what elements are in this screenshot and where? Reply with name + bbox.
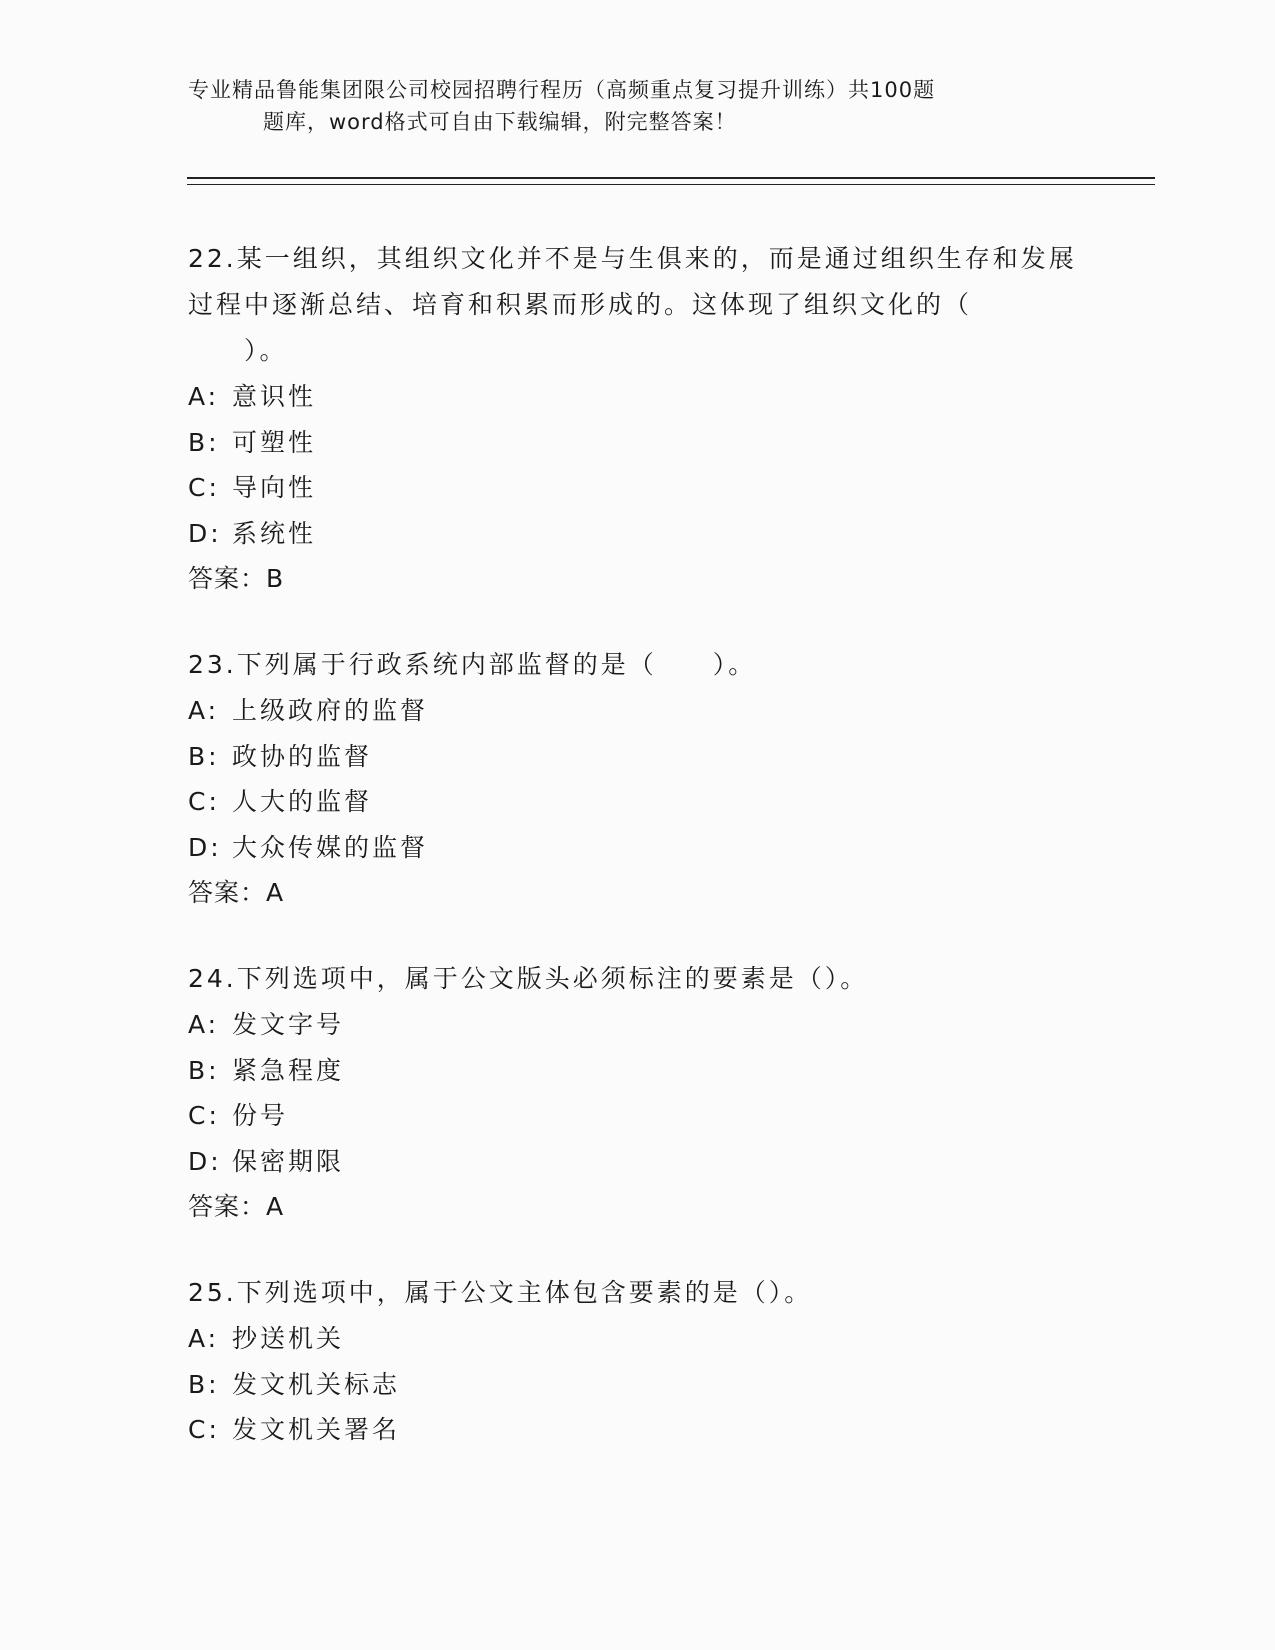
question-stem: 23.下列属于行政系统内部监督的是（ ）。	[188, 650, 757, 679]
question-25	[188, 1270, 1088, 1453]
answer-line: 答案：A	[188, 878, 285, 907]
answer-line: 答案：B	[188, 564, 285, 593]
option-d: D: 系统性	[188, 518, 317, 548]
option-b: B: 政协的监督	[188, 741, 373, 771]
option-a: A: 抄送机关	[188, 1324, 345, 1353]
option-b: B: 可塑性	[188, 427, 317, 457]
option-c: C: 份号	[188, 1101, 289, 1130]
question-list	[188, 236, 1088, 1493]
header-title-line1: 专业精品鲁能集团限公司校园招聘行程历（高频重点复习提升训练）共100题	[188, 78, 936, 102]
option-b: B: 发文机关标志	[188, 1369, 401, 1399]
option-c: C: 导向性	[188, 473, 317, 502]
document-header	[188, 74, 1048, 138]
option-a: A: 意识性	[188, 382, 317, 411]
option-a: A: 上级政府的监督	[188, 696, 429, 725]
answer-line: 答案：A	[188, 1192, 285, 1221]
question-23	[188, 642, 1088, 916]
header-divider	[187, 177, 1155, 185]
question-stem: 25.下列选项中，属于公文主体包含要素的是（）。	[188, 1278, 813, 1307]
question-24	[188, 956, 1088, 1230]
option-c: C: 人大的监督	[188, 787, 373, 816]
option-d: D: 大众传媒的监督	[188, 832, 429, 862]
option-c: C: 发文机关署名	[188, 1415, 401, 1444]
option-b: B: 紧急程度	[188, 1055, 345, 1085]
question-stem: 22.某一组织，其组织文化并不是与生俱来的，而是通过组织生存和发展过程中逐渐总结、培育和积累而形成的。这体现了组织文化的（ ）。	[188, 236, 1088, 374]
option-a: A: 发文字号	[188, 1010, 345, 1039]
question-22	[188, 236, 1088, 602]
option-d: D: 保密期限	[188, 1146, 345, 1176]
question-stem: 24.下列选项中，属于公文版头必须标注的要素是（）。	[188, 964, 869, 993]
header-title-line2: 题库，word格式可自由下载编辑，附完整答案！	[263, 110, 737, 134]
question-stem-tail: ）。	[244, 336, 288, 365]
